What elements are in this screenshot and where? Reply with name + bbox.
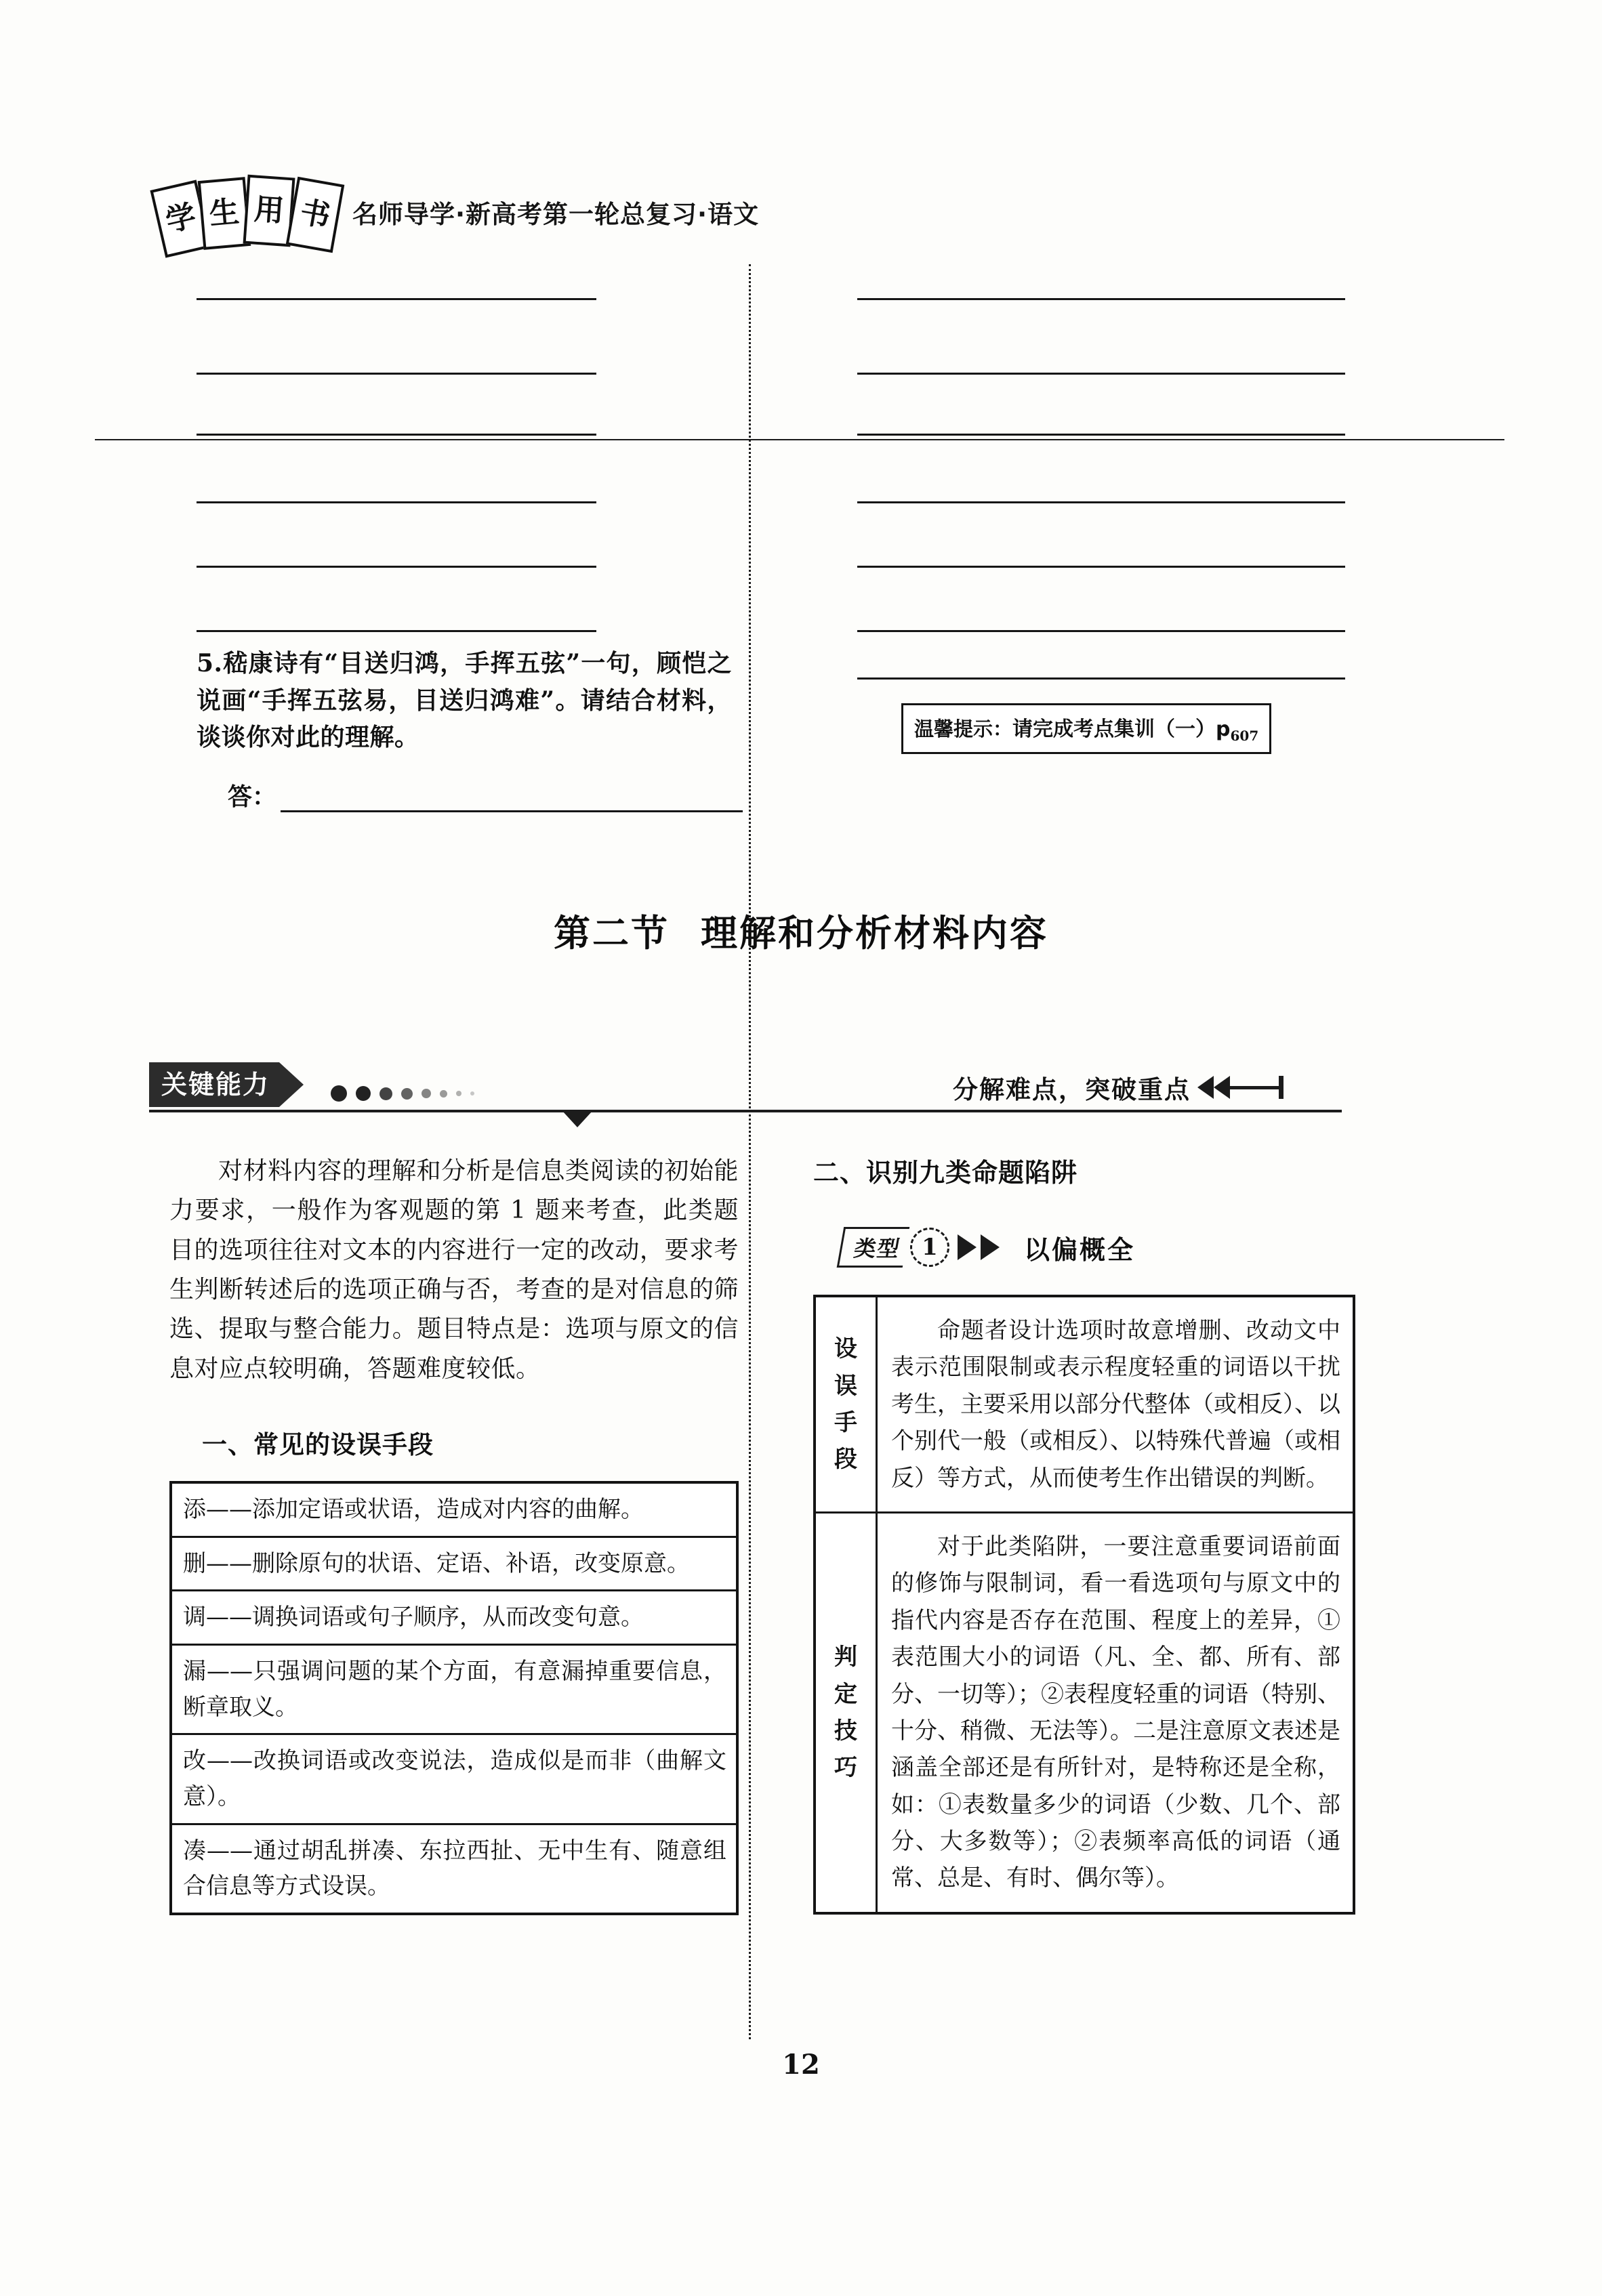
left-subheading: 一、常见的设误手段 [202, 1429, 434, 1459]
answer-line-left-6 [197, 630, 596, 632]
double-arrow-right-icon [958, 1234, 1000, 1260]
type-number-badge: 1 [910, 1228, 949, 1267]
dot-icon-3 [379, 1087, 392, 1100]
dot-icon-4 [401, 1088, 413, 1100]
left-column [169, 1152, 739, 1915]
banner-caret-icon [562, 1111, 592, 1127]
rhead-char: 段 [834, 1446, 857, 1474]
tip-prefix: 温馨提示： [914, 717, 1013, 740]
logo-card-2: 生 [198, 177, 251, 250]
dot-icon-8 [470, 1091, 474, 1095]
banner-arrow-icon [279, 1062, 304, 1107]
intro-paragraph: 对材料内容的理解和分析是信息类阅读的初始能力要求，一般作为客观题的第 1 题来考查，此类题目的选项往往对文本的内容进行一定的改动，要求考生判断转述后的选项正确与否，考查的是对信息的筛选、提取与整合能力。题目特点是：选项与原文的信息对应点较明确，答题难度较低。 [169, 1157, 739, 1383]
row-header-error-method [815, 1296, 877, 1512]
dot-icon-5 [422, 1089, 431, 1098]
error-method-cell-5: 改——改换词语或改变说法，造成似是而非（曲解文意）。 [171, 1734, 737, 1824]
error-method-cell-6: 凑——通过胡乱拼凑、东拉西扯、无中生有、随意组合信息等方式设误。 [171, 1824, 737, 1914]
error-method-cell-1: 添——添加定语或状语，造成对内容的曲解。 [171, 1482, 737, 1537]
page-number: 12 [782, 2049, 820, 2081]
header-title: 名师导学·新高考第一轮总复习·语文 [352, 200, 760, 229]
double-arrow-left-icon [1197, 1076, 1283, 1099]
answer-label: 答： [228, 782, 277, 811]
rhead-char: 巧 [834, 1754, 857, 1782]
table-row [171, 1734, 737, 1824]
answer-line-right-1 [857, 298, 1345, 300]
dot-icon-6 [440, 1090, 447, 1098]
dot-icon-1 [331, 1085, 347, 1102]
table-row [815, 1512, 1354, 1913]
rhead-char: 技 [834, 1717, 857, 1745]
table-row [171, 1537, 737, 1591]
tip-page-ref: 607 [1230, 728, 1259, 744]
question-text: 嵇康诗有“目送归鸿，手挥五弦”一句，顾恺之说画“手挥五弦易，目送归鸿难”。请结合材料，谈谈你对此的理解。 [197, 649, 732, 752]
answer-line-left-1 [197, 298, 596, 300]
table-row [171, 1824, 737, 1914]
error-methods-table [169, 1481, 739, 1915]
trap-detail-table [813, 1295, 1355, 1915]
dot-icon-7 [456, 1091, 461, 1096]
rhead-char: 手 [834, 1408, 857, 1436]
rhead-char: 误 [834, 1372, 857, 1400]
rhead-char: 判 [834, 1644, 857, 1671]
table-row [171, 1482, 737, 1537]
dot-icon-2 [356, 1086, 371, 1101]
answer-row [228, 778, 743, 812]
banner-dots-decoration [331, 1085, 474, 1102]
answer-line-left-3 [197, 434, 596, 436]
logo-card-3: 用 [243, 175, 295, 247]
answer-line-left-5 [197, 566, 596, 568]
logo-card-1: 学 [150, 180, 211, 257]
error-method-cell-2: 删——删除原句的状语、定语、补语，改变原意。 [171, 1537, 737, 1591]
rhead-char: 设 [834, 1335, 857, 1363]
page-separator-rule [95, 439, 1504, 440]
banner-tag-label: 关键能力 [149, 1062, 279, 1107]
banner-right-group [953, 1069, 1283, 1106]
answer-line-right-2 [857, 373, 1345, 375]
section-label: 第二节 [554, 912, 670, 955]
column-dotted-divider [749, 264, 751, 2039]
row-body-judgement-skill: 对于此类陷阱，一要注意重要词语前面的修饰与限制词，看一看选项句与原文中的指代内容是否存在范围、程度上的差异，①表范围大小的词语（凡、全、都、所有、部分、一切等）；②表程度轻重的词语（特别、十分、稍微、无法等）。二是注意原文表述是涵盖全部还是有所针对，是特称还是全称，如：①表数量多少的词语（少数、几个、部分、大多数等）；②表频率高低的词语（通常、总是、有时、偶尔等）。 [877, 1512, 1355, 1913]
table-row [171, 1591, 737, 1645]
rhead-char: 定 [834, 1680, 857, 1708]
banner-baseline [149, 1110, 1342, 1112]
answer-line-right-4 [857, 501, 1345, 503]
type-badge-row [840, 1227, 1355, 1268]
right-column [813, 1152, 1355, 1915]
row-body-error-method: 命题者设计选项时故意增删、改动文中表示范围限制或表示程度轻重的词语以干扰考生，主要采用以部分代整体（或相反）、以个别代一般（或相反）、以特殊代普遍（或相反）等方式，从而使考生作出错误的判断。 [877, 1296, 1355, 1512]
student-book-logo [156, 169, 359, 251]
type-name-label: 以偏概全 [1024, 1234, 1136, 1265]
question-5 [197, 645, 732, 756]
error-method-cell-3: 调——调换词语或句子顺序，从而改变句意。 [171, 1591, 737, 1645]
table-row [171, 1644, 737, 1734]
section-title [0, 904, 1602, 957]
key-ability-banner [149, 1054, 1342, 1122]
answer-line-right-3 [857, 434, 1345, 436]
answer-blank-line[interactable] [281, 787, 743, 812]
right-subheading: 二、识别九类命题陷阱 [813, 1158, 1078, 1188]
banner-tag [149, 1062, 304, 1107]
tip-text: 请完成考点集训（一）p [1012, 717, 1231, 741]
logo-card-4: 书 [286, 177, 345, 253]
section-heading: 理解和分析材料内容 [701, 912, 1048, 955]
error-method-cell-4: 漏——只强调问题的某个方面，有意漏掉重要信息，断章取义。 [171, 1644, 737, 1734]
tip-box [901, 703, 1271, 754]
row-header-judgement-skill [815, 1512, 877, 1913]
table-row [815, 1296, 1354, 1512]
question-number: 5. [197, 649, 223, 677]
answer-line-right-6 [857, 630, 1345, 632]
answer-line-right-5 [857, 566, 1345, 568]
answer-line-right-7 [857, 677, 1345, 680]
type-tag-label: 类型 [837, 1227, 910, 1268]
answer-line-left-2 [197, 373, 596, 375]
answer-line-left-4 [197, 501, 596, 503]
page-header [156, 163, 1105, 257]
banner-right-text: 分解难点，突破重点 [953, 1075, 1191, 1104]
